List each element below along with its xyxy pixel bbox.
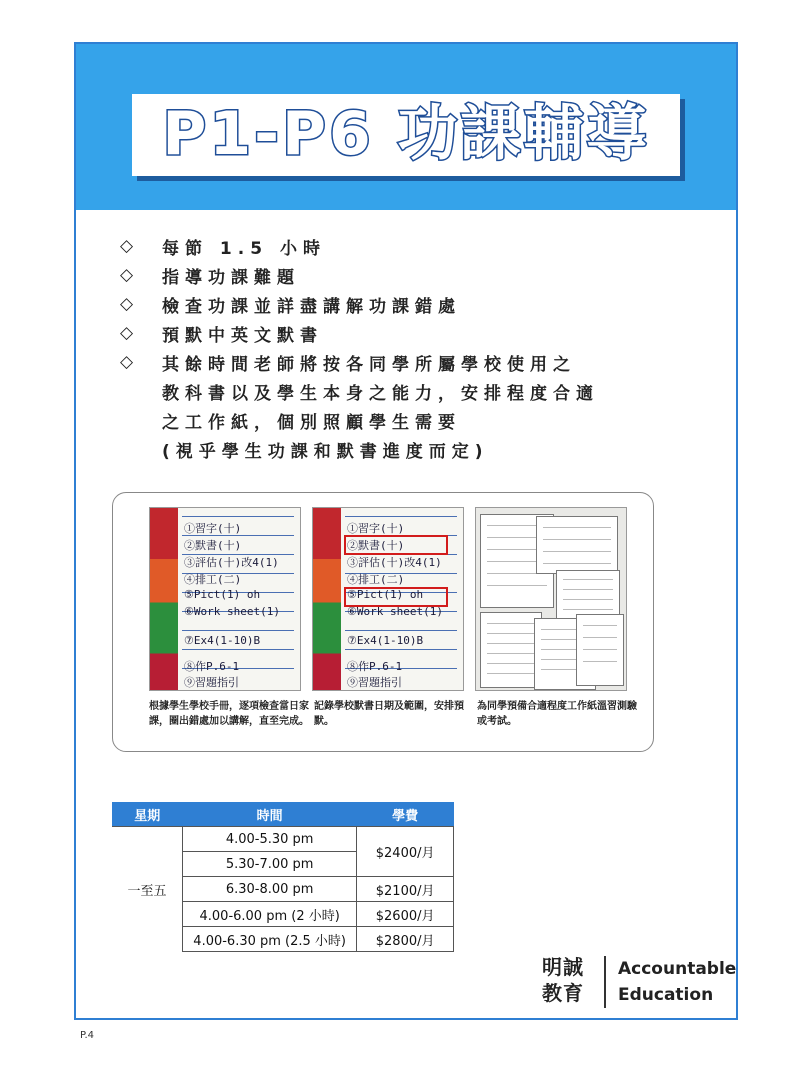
dictation-record-photo (312, 507, 464, 691)
sample-photos-panel (112, 492, 654, 752)
fee-cell: $2800/月 (357, 927, 454, 952)
handwritten-entry: ⑦Ex4(1-10)B (184, 634, 261, 647)
list-item: ◇ 檢查功課並詳盡講解功課錯處 (120, 294, 461, 317)
diamond-bullet-icon: ◇ (120, 352, 134, 372)
handwritten-entry: ⑦Ex4(1-10)B (347, 634, 424, 647)
list-item-continuation: 教科書以及學生本身之能力，安排程度合適 (162, 384, 599, 404)
table-header-row (112, 802, 454, 827)
diamond-bullet-icon: ◇ (120, 294, 134, 314)
time-cell: 4.00-6.00 pm (2 小時) (183, 902, 357, 927)
title-banner (76, 44, 736, 210)
handwritten-entry: ⑤Pict(1) oh (347, 588, 424, 601)
column-header: 時間 (183, 802, 357, 827)
photo-caption: 根據學生學校手冊，逐項檢查當日家課，圈出錯處加以講解，直至完成。 (149, 701, 309, 727)
fee-cell: $2400/月 (357, 827, 454, 877)
list-item: ◇ 每節 1.5 小時 (120, 236, 326, 259)
photo-caption: 為同學預備合適程度工作紙溫習測驗或考試。 (477, 701, 637, 727)
list-item-continuation: 之工作紙，個別照顧學生需要 (162, 413, 461, 433)
subject-color-strip (150, 508, 178, 690)
diamond-bullet-icon: ◇ (120, 236, 134, 256)
handwritten-entry: ⑥Work sheet(1) (347, 605, 443, 618)
handwritten-entry: ②默書(十) (184, 539, 242, 552)
column-header: 星期 (112, 802, 183, 827)
time-cell: 4.00-6.30 pm (2.5 小時) (183, 927, 357, 952)
flyer-page (74, 42, 738, 1020)
logo-divider (604, 956, 606, 1008)
handwritten-entry: ①習字(十) (184, 522, 242, 535)
list-item: ◇ 其餘時間老師將按各同學所屬學校使用之 (120, 352, 576, 375)
fee-table (112, 802, 454, 952)
handwritten-entry: ④排工(二) (347, 573, 405, 586)
handbook-photo (149, 507, 301, 691)
time-cell: 4.00-5.30 pm (183, 827, 357, 852)
worksheet-sheet (480, 612, 542, 688)
worksheets-photo (475, 507, 627, 691)
page-title-text: P1-P6 功課輔導 (162, 99, 650, 169)
diamond-bullet-icon: ◇ (120, 265, 134, 285)
worksheet-sheet (576, 614, 624, 686)
handwritten-entry: ①習字(十) (347, 522, 405, 535)
handwritten-entry: ⑧作P.6-1 (184, 660, 240, 673)
fee-cell: $2100/月 (357, 877, 454, 902)
list-item: ◇ 預默中英文默書 (120, 323, 323, 346)
handwritten-entry: ③評估(十)改4(1) (347, 556, 442, 569)
handwritten-entry: ⑥Work sheet(1) (184, 605, 280, 618)
brand-logo (542, 954, 742, 1012)
handwritten-entry: ⑧作P.6-1 (347, 660, 403, 673)
worksheet-sheet (556, 570, 620, 620)
handwritten-entry: ⑨習題指引 (184, 676, 239, 689)
time-cell: 5.30-7.00 pm (183, 852, 357, 877)
page-title (132, 94, 680, 176)
day-cell: 一至五 (112, 827, 183, 952)
brand-name-chinese: 明誠教育 (542, 955, 584, 1005)
handwritten-entry: ②默書(十) (347, 539, 405, 552)
red-highlight-box (344, 535, 448, 555)
table-row (112, 827, 454, 852)
page-number: P.4 (80, 1030, 95, 1041)
diamond-bullet-icon: ◇ (120, 323, 134, 343)
handwritten-entry: ⑨習題指引 (347, 676, 402, 689)
worksheet-sheet (536, 516, 618, 574)
handwritten-entry: ④排工(二) (184, 573, 242, 586)
fee-cell: $2600/月 (357, 902, 454, 927)
handwritten-entry: ⑤Pict(1) oh (184, 588, 261, 601)
photo-caption: 記錄學校默書日期及範圍，安排預默。 (314, 701, 464, 727)
handwritten-entry: ③評估(十)改4(1) (184, 556, 279, 569)
brand-name-english: Accountable Education (618, 959, 737, 1005)
time-cell: 6.30-8.00 pm (183, 877, 357, 902)
list-item: ◇ 指導功課難題 (120, 265, 300, 288)
red-highlight-box (344, 587, 448, 607)
service-list (120, 234, 680, 466)
subject-color-strip (313, 508, 341, 690)
column-header: 學費 (357, 802, 454, 827)
list-item-continuation: (視乎學生功課和默書進度而定) (162, 442, 489, 462)
